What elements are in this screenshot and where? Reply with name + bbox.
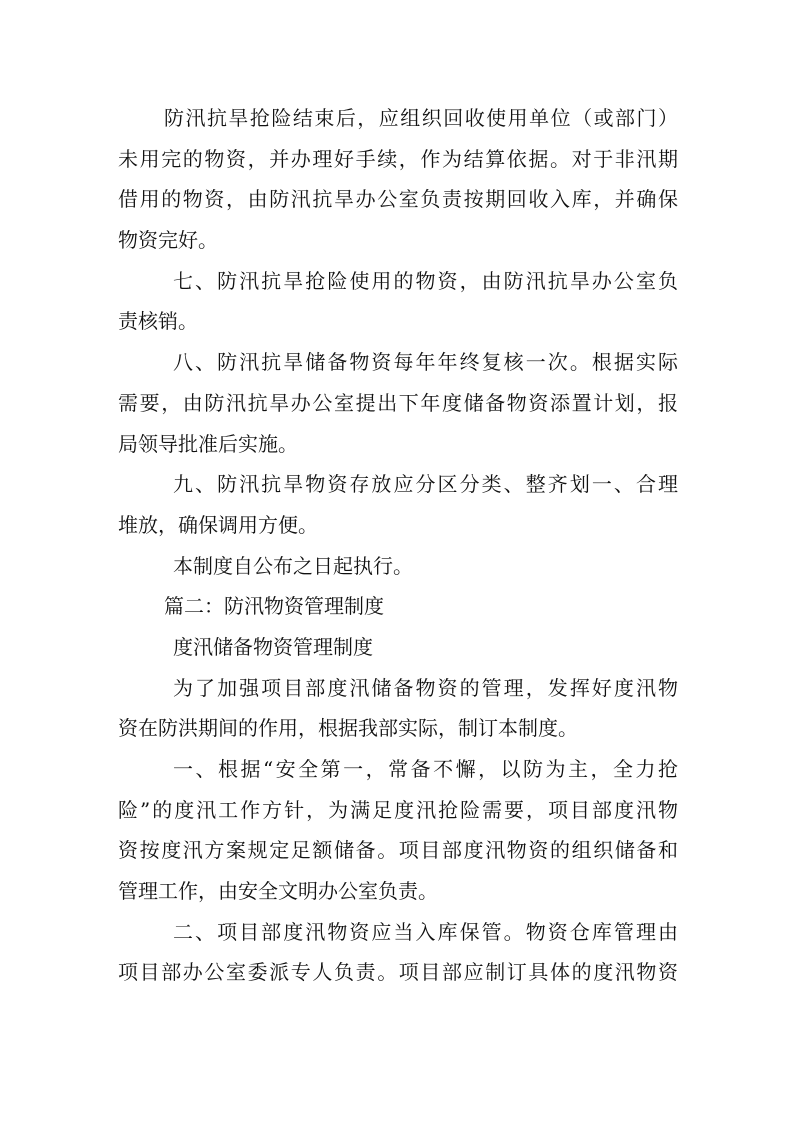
text-line-5: 七、防汛抗旱抢险使用的物资，由防汛抗旱办公室负	[173, 268, 678, 293]
document-body	[118, 98, 678, 993]
text-line-11: 堆放，确保调用方便。	[118, 512, 318, 537]
text-line-20: 管理工作，由安全文明办公室负责。	[118, 879, 438, 904]
text-line-22: 项目部办公室委派专人负责。项目部应制订具体的度汛物资	[118, 960, 678, 985]
text-line-2: 未用完的物资，并办理好手续，作为结算依据。对于非汛期	[118, 146, 678, 171]
text-line-21: 二、项目部度汛物资应当入库保管。物资仓库管理由	[173, 919, 678, 944]
text-line-1: 防汛抗旱抢险结束后，应组织回收使用单位（或部门）	[164, 106, 678, 130]
text-line-10: 九、防汛抗旱物资存放应分区分类、整齐划一、合理	[173, 472, 678, 497]
text-line-15: 为了加强项目部度汛储备物资的管理，发挥好度汛物	[173, 675, 678, 700]
section-heading: 篇二：防汛物资管理制度	[164, 594, 384, 619]
text-line-7: 八、防汛抗旱储备物资每年年终复核一次。根据实际	[173, 350, 678, 375]
text-line-8: 需要，由防汛抗旱办公室提出下年度储备物资添置计划，报	[118, 390, 678, 415]
text-line-4: 物资完好。	[118, 228, 218, 253]
text-line-19: 资按度汛方案规定足额储备。项目部度汛物资的组织储备和	[118, 838, 678, 863]
text-line-3: 借用的物资，由防汛抗旱办公室负责按期回收入库，并确保	[118, 187, 678, 212]
text-line-16: 资在防洪期间的作用，根据我部实际，制订本制度。	[118, 716, 578, 741]
text-line-18: 险”的度汛工作方针，为满足度汛抢险需要，项目部度汛物	[118, 797, 678, 822]
document-subtitle: 度汛储备物资管理制度	[173, 634, 373, 659]
text-line-9: 局领导批准后实施。	[118, 431, 298, 456]
text-line-17: 一、根据“安全第一，常备不懈，以防为主，全力抢	[173, 757, 678, 781]
text-line-12: 本制度自公布之日起执行。	[173, 553, 413, 578]
text-line-6: 责核销。	[118, 309, 198, 334]
